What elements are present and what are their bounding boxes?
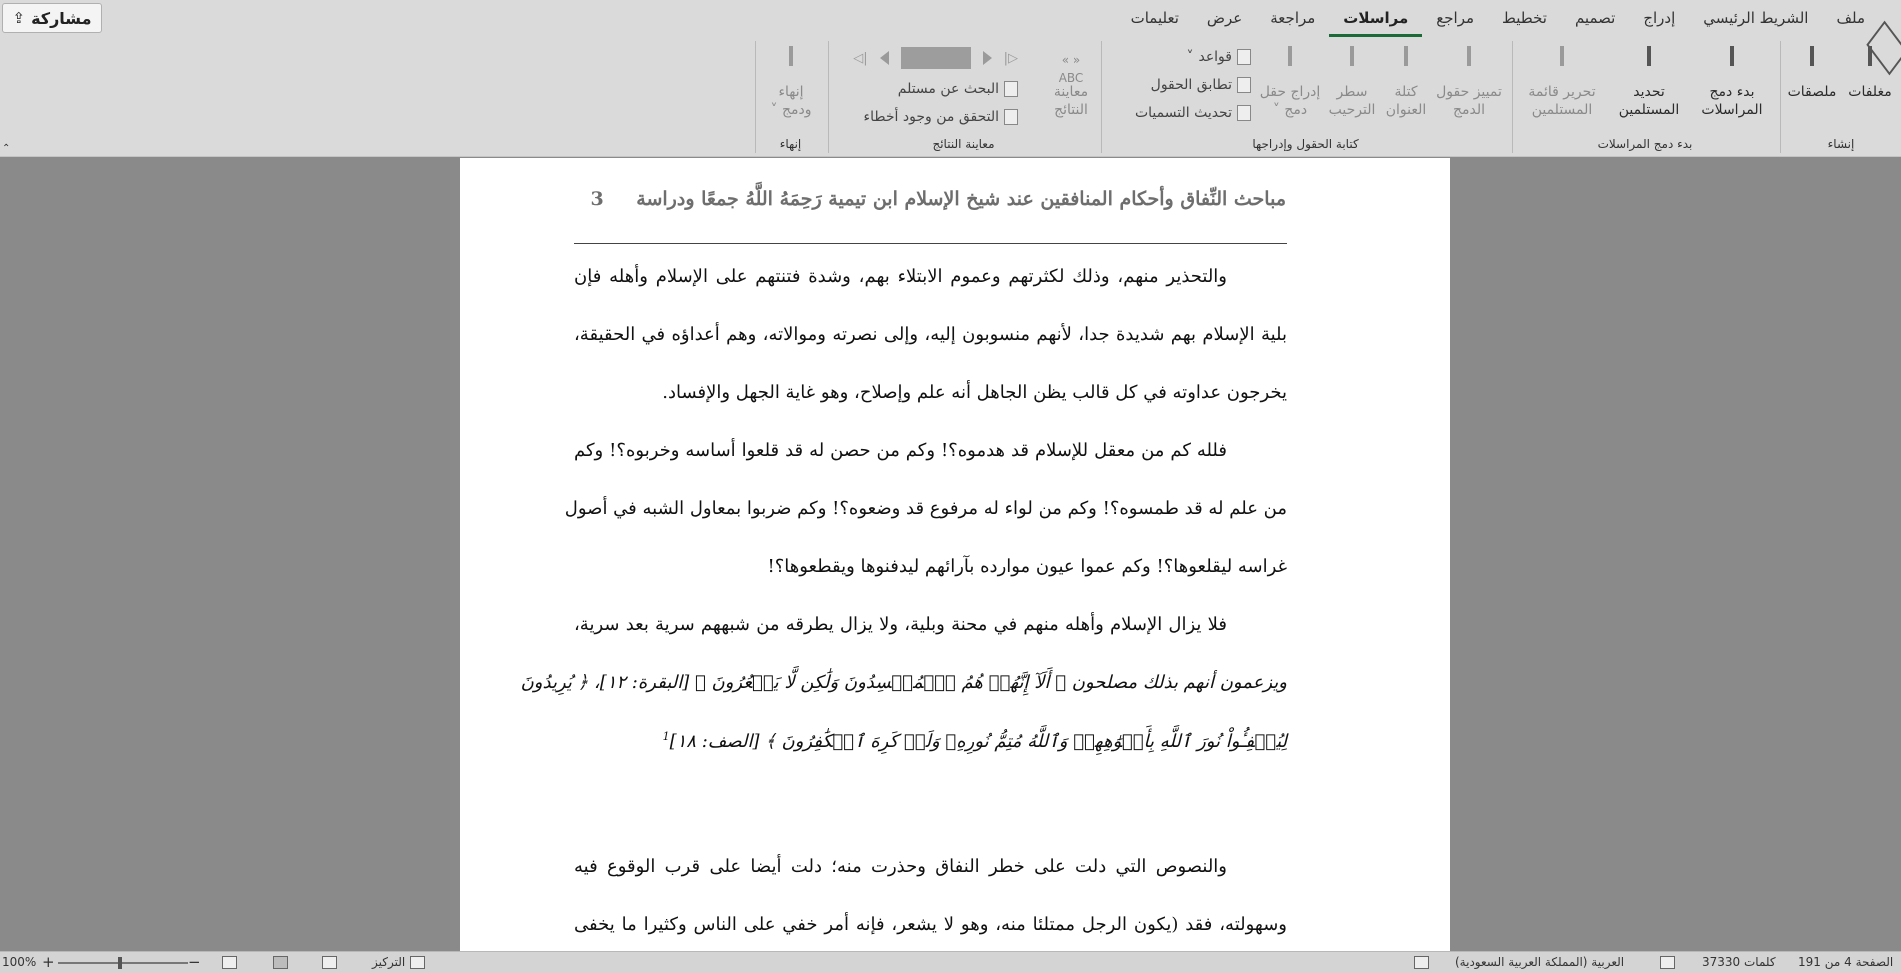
rules-button[interactable]: قواعد ˅ — [1186, 49, 1251, 65]
proofing-icon[interactable] — [1660, 956, 1675, 969]
rules-icon — [1237, 49, 1251, 65]
finish-line2: ودمج — [781, 102, 812, 118]
group-start-merge-label: بدء دمج المراسلات — [1597, 137, 1693, 151]
page-indicator[interactable]: الصفحة 4 من 191 — [1798, 955, 1894, 969]
footnote-reference[interactable]: 1 — [662, 730, 670, 743]
check-errors-label: التحقق من وجود أخطاء — [863, 109, 999, 125]
address-block-icon — [1389, 47, 1423, 81]
tab-file[interactable]: ملف — [1836, 9, 1865, 27]
share-button[interactable] — [2, 3, 102, 33]
group-preview — [828, 41, 1098, 153]
insert-field-line2: دمج — [1284, 102, 1308, 118]
share-icon: ⇪ — [12, 9, 26, 27]
update-labels-button[interactable] — [1135, 105, 1251, 121]
ribbon-tab-bar — [0, 0, 1901, 37]
group-preview-label: معاينة النتائج — [932, 137, 995, 151]
text-line: بلية الإسلام بهم شديدة جدا، لأنهم منسوبون إليه، وإلى نصرته وموالاته، وهم أعداؤه في الحقيقة، — [574, 324, 1287, 345]
record-navigation — [853, 47, 1018, 69]
group-finish-label: إنهاء — [779, 137, 802, 151]
greeting-line-icon — [1335, 47, 1369, 81]
focus-icon[interactable] — [410, 956, 425, 969]
highlight-line2: الدمج — [1452, 102, 1486, 118]
mail-merge-icon — [1715, 47, 1749, 81]
record-number-input[interactable] — [901, 47, 971, 69]
preview-line1: معاينة — [1053, 84, 1089, 100]
text-line: ويزعمون أنهم بذلك مصلحون ﴿ أَلَآ إِنَّهُمۡ هُمُ ٱلۡمُفۡسِدُونَ وَلَٰكِن لَّا يَشۡعُرُونَ ﴾ [البقرة: ١٢]، ﴿ يُرِيدُونَ — [520, 672, 1287, 693]
preview-line2: النتائج — [1054, 102, 1088, 118]
text-line: والنصوص التي دلت على خطر النفاق وحذرت منه؛ دلت أيضا على قرب الوقوع فيه — [574, 856, 1227, 877]
insert-field-icon — [1273, 47, 1307, 81]
finish-line1: إنهاء — [778, 84, 804, 100]
text-line: غراسه ليقلعوها؟! وكم عموا عيون موارده بآرائهم ليدفنوها ويقطعوها؟! — [767, 556, 1287, 577]
edit-recipient-list-button[interactable] — [1519, 47, 1605, 119]
text-line: من علم له قد طمسوه؟! وكم من لواء له مرفوع قد وضعوه؟! وكم ضربوا بمعاول الشبه في أصول — [564, 498, 1287, 519]
paragraph-3 — [520, 614, 1287, 798]
print-layout-icon[interactable] — [273, 956, 288, 969]
quran-verse: لِيُطۡفِـُٔواْ نُورَ ٱللَّهِ بِأَفۡوَٰهِهِمۡ وَٱللَّهُ مُتِمُّ نُورِهِۦ وَلَوۡ كَرِهَ ٱلۡكَٰفِرُونَ ﴾ [الصف: ١٨] — [669, 731, 1287, 752]
address-line2: العنوان — [1385, 102, 1427, 118]
word-count[interactable]: 37330 كلمات — [1702, 955, 1776, 969]
envelopes-button[interactable] — [1845, 47, 1895, 101]
match-fields-label: تطابق الحقول — [1150, 77, 1232, 93]
insert-field-line1: إدراج حقل — [1259, 84, 1321, 100]
zoom-out-button[interactable]: − — [188, 953, 201, 971]
finish-merge-button[interactable]: إنهاء ودمج ˅ — [763, 47, 819, 119]
update-labels-label: تحديث التسميات — [1134, 105, 1232, 121]
address-block-button[interactable] — [1381, 47, 1431, 119]
quran-line — [574, 730, 1287, 798]
select-recipients-line1: تحديد — [1633, 84, 1665, 100]
recipients-icon — [1632, 47, 1666, 81]
match-fields-icon — [1237, 77, 1251, 93]
rules-label: قواعد — [1198, 49, 1232, 65]
edit-list-line2: المستلمين — [1531, 102, 1593, 118]
document-page[interactable] — [460, 158, 1450, 951]
text-line: والتحذير منهم، وذلك لكثرتهم وعموم الابتلاء بهم، وشدة فتنتهم على الإسلام وأهله فإن — [574, 266, 1227, 287]
previous-record-icon[interactable] — [880, 51, 889, 65]
next-record-icon[interactable] — [983, 51, 992, 65]
text-line: يخرجون عداوته في كل قالب يظن الجاهل أنه علم وإصلاح، وهو غاية الجهل والإفساد. — [662, 382, 1287, 403]
labels-label: ملصقات — [1787, 84, 1837, 100]
check-errors-button[interactable] — [864, 109, 1018, 125]
status-bar — [0, 951, 1901, 973]
group-finish — [755, 41, 825, 153]
text-line: فلا يزال الإسلام وأهله منهم في محنة وبلية، ولا يزال يطرقه من شبههم سرية بعد سرية، — [574, 614, 1227, 635]
envelopes-label: مغلفات — [1848, 84, 1892, 100]
find-recipient-label: البحث عن مستلم — [897, 81, 999, 97]
find-recipient-button[interactable] — [898, 81, 1018, 97]
first-record-icon[interactable]: |◁ — [853, 50, 868, 66]
text-line: فلله كم من معقل للإسلام قد هدموه؟! وكم من حصن له قد قلعوا أساسه وخربوه؟! وكم — [574, 440, 1227, 461]
tab-home[interactable]: الشريط الرئيسي — [1703, 9, 1809, 27]
page-header — [570, 188, 1286, 210]
update-labels-icon — [1237, 105, 1251, 121]
address-line1: كتلة — [1394, 84, 1418, 100]
greeting-line-button[interactable] — [1325, 47, 1379, 119]
start-merge-line2: المراسلات — [1701, 102, 1763, 118]
edit-list-icon — [1545, 47, 1579, 81]
match-fields-button[interactable] — [1151, 77, 1251, 93]
edit-list-line1: تحرير قائمة — [1528, 84, 1596, 100]
group-create-label: إنشاء — [1827, 137, 1855, 151]
labels-icon — [1795, 47, 1829, 81]
tab-review[interactable]: مراجعة — [1270, 9, 1316, 27]
select-recipients-line2: المستلمين — [1618, 102, 1680, 118]
check-errors-icon — [1004, 109, 1018, 125]
last-record-icon[interactable]: ▷| — [1003, 50, 1018, 66]
zoom-level[interactable]: 100% — [2, 955, 37, 969]
collapse-ribbon-icon[interactable]: ⌃ — [2, 143, 11, 154]
highlight-merge-fields-button[interactable] — [1433, 47, 1505, 119]
tab-design[interactable]: تصميم — [1574, 9, 1616, 27]
zoom-slider[interactable] — [58, 962, 188, 964]
select-recipients-button[interactable] — [1609, 47, 1689, 119]
web-layout-icon[interactable] — [222, 956, 237, 969]
focus-button[interactable]: التركيز — [372, 955, 406, 969]
text-line: وسهولته، فقد (يكون الرجل ممتلئا منه، وهو لا يشعر، فإنه أمر خفي على الناس وكثيرا ما يخفى — [574, 914, 1287, 935]
group-write-insert-label: كتابة الحقول وإدراجها — [1252, 137, 1359, 151]
accessibility-icon[interactable] — [1414, 956, 1429, 969]
group-write-insert — [1101, 41, 1509, 153]
abc-preview-icon: « » ABC — [1058, 53, 1084, 85]
labels-button[interactable] — [1783, 47, 1841, 101]
preview-results-button[interactable] — [1048, 47, 1094, 119]
paragraph-1 — [574, 266, 1287, 440]
greeting-line2: الترحيب — [1328, 102, 1376, 118]
header-rule — [574, 243, 1287, 244]
tab-mailings[interactable]: مراسلات — [1329, 0, 1422, 37]
language-indicator[interactable]: العربية (المملكة العربية السعودية) — [1455, 955, 1625, 969]
group-create — [1780, 41, 1901, 153]
share-label: مشاركة — [31, 8, 92, 28]
ribbon — [0, 37, 1901, 157]
page-number: 3 — [590, 188, 604, 210]
start-mail-merge-button[interactable] — [1691, 47, 1773, 119]
ribbon-tabs — [1117, 0, 1879, 37]
paragraph-2 — [564, 440, 1287, 614]
zoom-in-button[interactable]: + — [42, 953, 55, 971]
tab-layout[interactable]: تخطيط — [1502, 9, 1547, 27]
find-recipient-icon — [1004, 81, 1018, 97]
insert-merge-field-button[interactable]: إدراج حقل دمج ˅ — [1257, 47, 1323, 119]
read-mode-icon[interactable] — [322, 956, 337, 969]
document-area — [0, 158, 1901, 951]
start-merge-line1: بدء دمج — [1709, 84, 1755, 100]
zoom-slider-thumb[interactable] — [118, 957, 122, 969]
abc-label: ABC — [1058, 71, 1084, 85]
header-title: مباحث النِّفاق وأحكام المنافقين عند شيخ الإسلام ابن تيمية رَحِمَهُ اللَّهُ جمعًا ودراسة — [636, 188, 1286, 210]
finish-merge-icon — [774, 47, 808, 81]
tab-insert[interactable]: إدراج — [1643, 9, 1676, 27]
tab-references[interactable]: مراجع — [1436, 9, 1475, 27]
tab-view[interactable]: عرض — [1206, 9, 1243, 27]
paragraph-4 — [574, 856, 1287, 951]
envelope-icon — [1853, 47, 1887, 81]
tab-help[interactable]: تعليمات — [1130, 9, 1179, 27]
highlight-fields-icon — [1452, 47, 1486, 81]
highlight-line1: تمييز حقول — [1436, 84, 1502, 100]
greeting-line1: سطر — [1336, 84, 1368, 100]
group-start-merge — [1512, 41, 1777, 153]
